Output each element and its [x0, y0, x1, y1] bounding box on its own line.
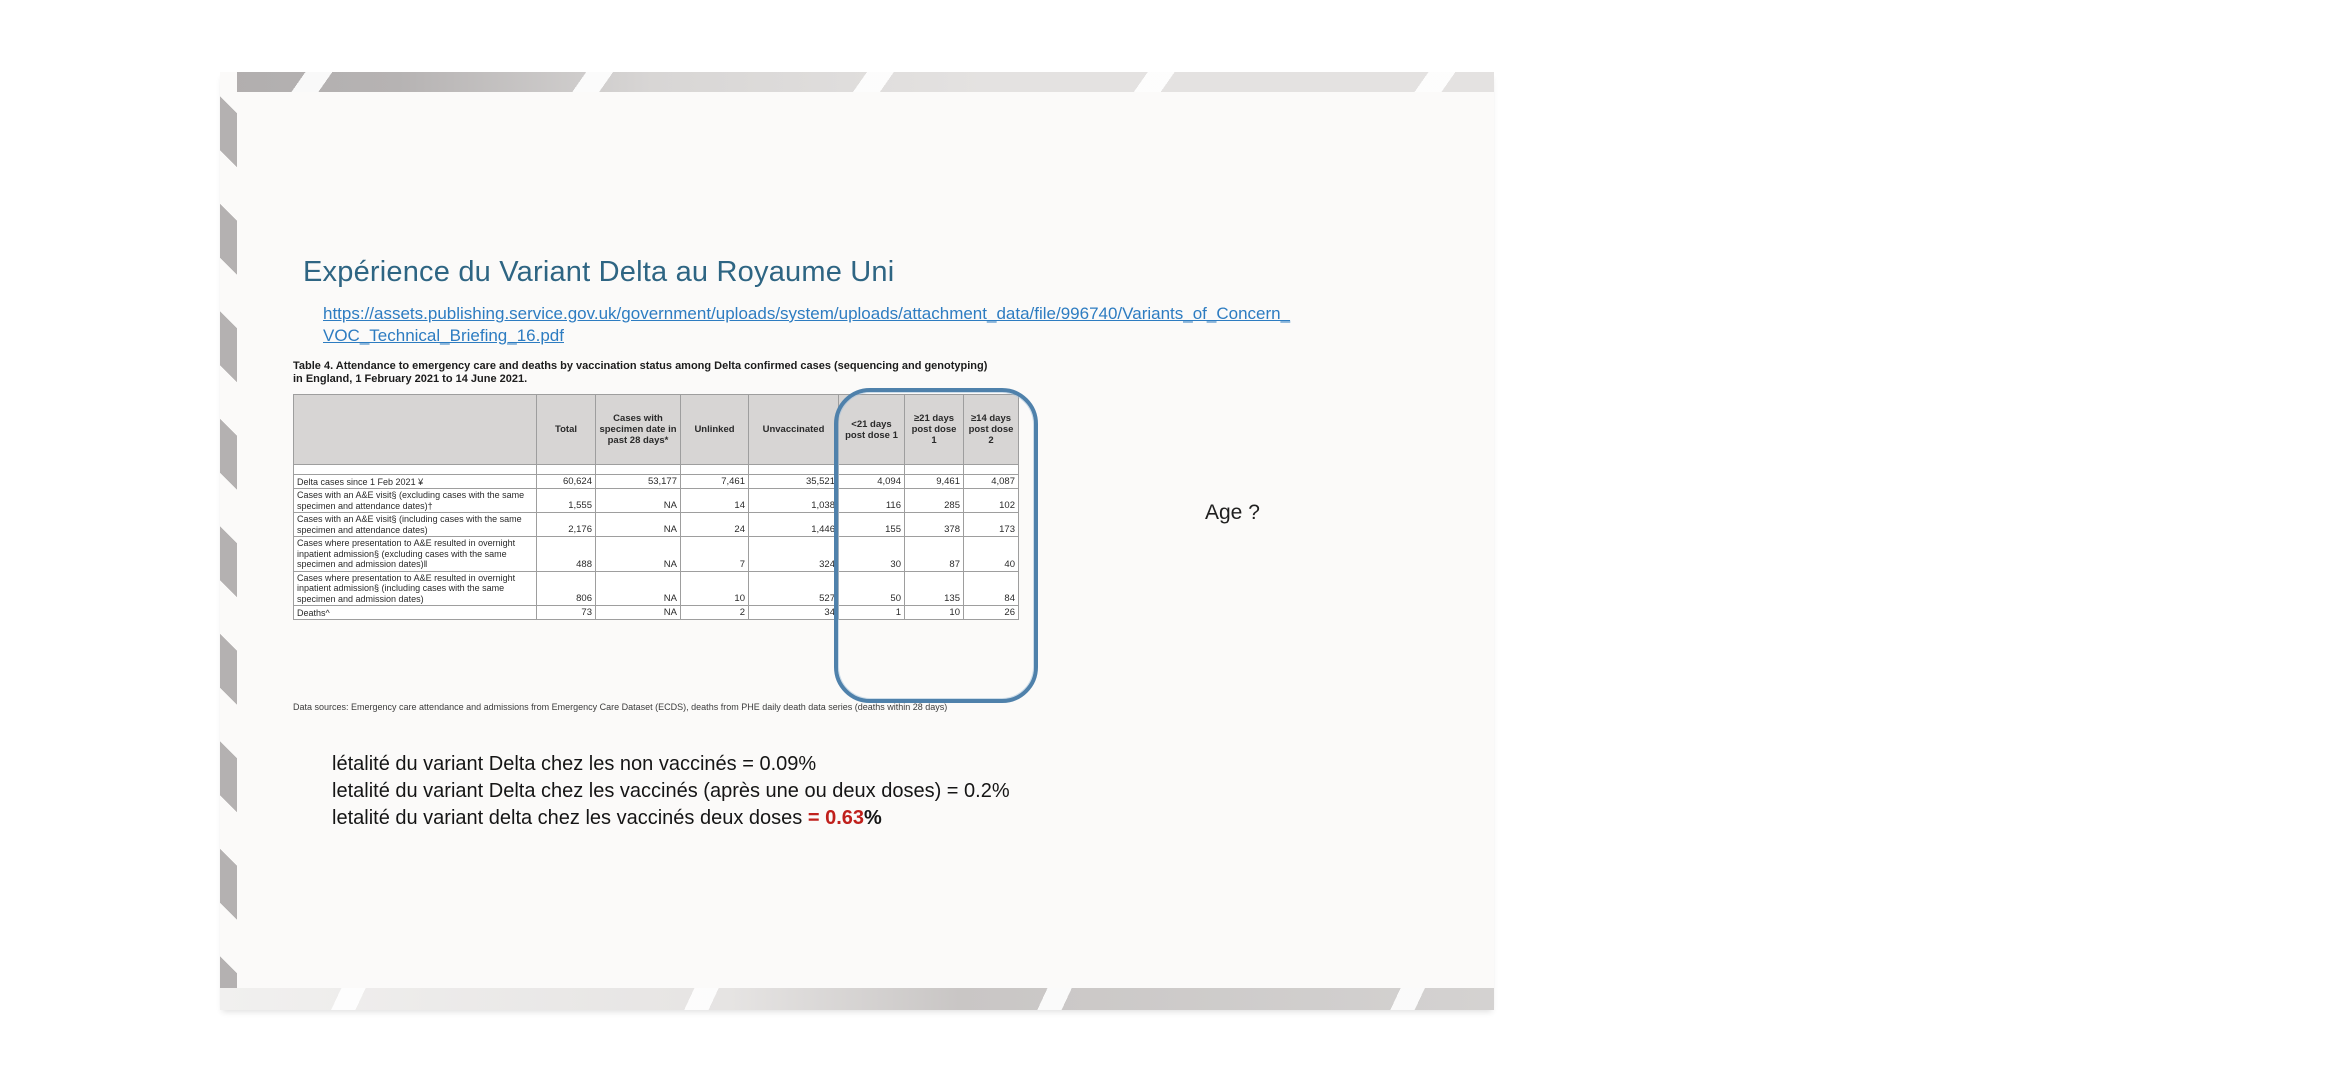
table-cell: 7,461	[681, 475, 749, 489]
table-header-row	[294, 395, 1019, 465]
source-hyperlink[interactable]	[323, 303, 1290, 347]
table-cell: 10	[681, 571, 749, 606]
row-label: Cases with an A&E visit§ (excluding cases with the same specimen and attendance dates)†	[294, 489, 537, 513]
header-cell-unlinked: Unlinked	[681, 395, 749, 465]
header-cell-lt21d-dose1: <21 days post dose 1	[839, 395, 905, 465]
table-cell: 116	[839, 489, 905, 513]
table-cell: 155	[839, 513, 905, 537]
source-hyperlink-line2[interactable]: VOC_Technical_Briefing_16.pdf	[323, 326, 564, 345]
table-cell: 14	[681, 489, 749, 513]
header-cell-ge14d-dose2: ≥14 days post dose 2	[964, 395, 1019, 465]
table-cell: 1,038	[749, 489, 839, 513]
table-row	[294, 537, 1019, 572]
table-cell: 35,521	[749, 475, 839, 489]
lethality-summary	[332, 751, 1010, 832]
table-cell: 9,461	[905, 475, 964, 489]
slide-bottom-chevron-band	[220, 988, 1494, 1010]
table-row	[294, 475, 1019, 489]
row-label: Cases where presentation to A&E resulted in overnight inpatient admission§ (including cases with the same specimen and admission dates)	[294, 571, 537, 606]
lethality-line3-text: letalité du variant delta chez les vaccinés deux doses	[332, 807, 808, 829]
table	[293, 394, 1019, 620]
table-cell: 50	[839, 571, 905, 606]
table-row-deaths	[294, 606, 1019, 620]
table-cell: 34	[749, 606, 839, 620]
table-cell: 60,624	[537, 475, 596, 489]
table-cell: 135	[905, 571, 964, 606]
row-label: Deaths^	[294, 606, 537, 620]
table-cell: 324	[749, 537, 839, 572]
table-cell: 285	[905, 489, 964, 513]
table-cell: 4,087	[964, 475, 1019, 489]
table-cell: 1	[839, 606, 905, 620]
lethality-line-unvaccinated: létalité du variant Delta chez les non vaccinés = 0.09%	[332, 753, 817, 775]
table-cell: 30	[839, 537, 905, 572]
table-cell: NA	[596, 571, 681, 606]
table-row	[294, 571, 1019, 606]
table-cell: 527	[749, 571, 839, 606]
delta-cases-table	[293, 394, 1019, 620]
presentation-slide	[220, 72, 1494, 1010]
table-row	[294, 489, 1019, 513]
table-cell: 173	[964, 513, 1019, 537]
row-label: Delta cases since 1 Feb 2021 ¥	[294, 475, 537, 489]
table-cell: 87	[905, 537, 964, 572]
row-label: Cases where presentation to A&E resulted in overnight inpatient admission§ (excluding cases with the same specimen and admission dates)‖	[294, 537, 537, 572]
slide-top-chevron-band	[220, 72, 1494, 92]
lethality-line3-value: = 0.63	[807, 807, 865, 829]
table-footnote: Data sources: Emergency care attendance and admissions from Emergency Care Dataset (ECDS), deaths from PHE daily death data series (deaths within 28 days)	[293, 702, 948, 712]
table-row	[294, 513, 1019, 537]
table-cell: NA	[596, 606, 681, 620]
table-cell: NA	[596, 489, 681, 513]
slide-title: Expérience du Variant Delta au Royaume Uni	[303, 256, 895, 288]
table-caption: Table 4. Attendance to emergency care and deaths by vaccination status among Delta confirmed cases (sequencing and genotyping) in England, 1 February 2021 to 14 June 2021.	[293, 360, 988, 385]
table-cell: NA	[596, 537, 681, 572]
table-cell: 1,555	[537, 489, 596, 513]
age-question-annotation: Age ?	[1205, 501, 1260, 524]
table-cell: 2,176	[537, 513, 596, 537]
table-cell: 10	[905, 606, 964, 620]
table-cell: 26	[964, 606, 1019, 620]
lethality-line3-percent: %	[864, 807, 882, 829]
table-cell: 73	[537, 606, 596, 620]
table-spacer-row	[294, 465, 1019, 475]
table-cell: 488	[537, 537, 596, 572]
table-cell: 806	[537, 571, 596, 606]
table-cell: 378	[905, 513, 964, 537]
table-cell: 84	[964, 571, 1019, 606]
header-cell-ge21d-dose1: ≥21 days post dose 1	[905, 395, 964, 465]
table-cell: 4,094	[839, 475, 905, 489]
table-cell: 102	[964, 489, 1019, 513]
header-cell-specimen-28days: Cases with specimen date in past 28 days*	[596, 395, 681, 465]
header-cell-total: Total	[537, 395, 596, 465]
slide-left-chevron-strip	[220, 72, 237, 1010]
row-label: Cases with an A&E visit§ (including cases with the same specimen and attendance dates)	[294, 513, 537, 537]
lethality-line-two-doses	[332, 805, 1010, 832]
table-cell: 2	[681, 606, 749, 620]
header-cell-rowlabel	[294, 395, 537, 465]
source-hyperlink-line1[interactable]: https://assets.publishing.service.gov.uk/government/uploads/system/uploads/attachment_data/file/996740/Variants_of_Concern_	[323, 304, 1291, 323]
table-cell: 53,177	[596, 475, 681, 489]
table-cell: 24	[681, 513, 749, 537]
lethality-line-vaccinated: letalité du variant Delta chez les vaccinés (après une ou deux doses) = 0.2%	[332, 780, 1010, 802]
table-cell: 7	[681, 537, 749, 572]
header-cell-unvaccinated: Unvaccinated	[749, 395, 839, 465]
table-cell: 40	[964, 537, 1019, 572]
table-cell: NA	[596, 513, 681, 537]
table-cell: 1,446	[749, 513, 839, 537]
